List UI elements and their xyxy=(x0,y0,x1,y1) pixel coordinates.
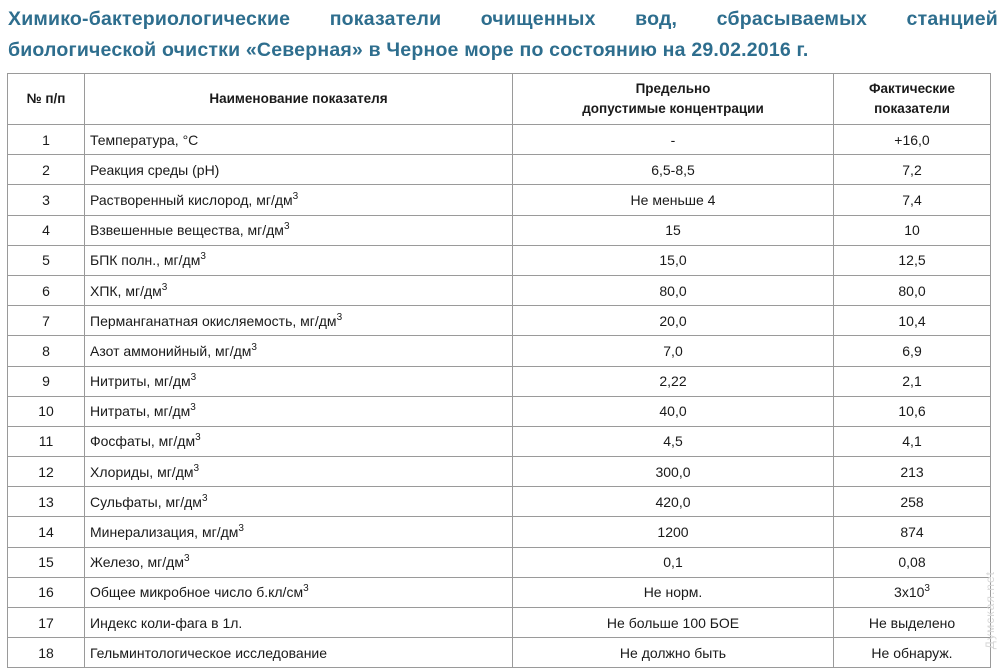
table-row xyxy=(8,426,991,456)
cell-num: 3 xyxy=(8,185,85,215)
cell-num: 16 xyxy=(8,577,85,607)
unit-exponent: 3 xyxy=(183,553,190,565)
fact-value: 874 xyxy=(900,524,924,541)
header-name xyxy=(85,74,513,125)
indicator-name: Взвешенные вещества, мг/дм xyxy=(90,222,284,239)
table-row xyxy=(8,245,991,275)
cell-limit: - xyxy=(513,125,834,155)
cell-name xyxy=(85,396,513,426)
cell-fact xyxy=(834,306,991,336)
cell-limit: 300,0 xyxy=(513,457,834,487)
header-fact-line1: Фактические xyxy=(869,81,955,96)
cell-num: 18 xyxy=(8,638,85,668)
cell-fact xyxy=(834,547,991,577)
cell-name xyxy=(85,275,513,305)
indicator-name: Температура, °С xyxy=(90,131,199,148)
fact-value: Не выделено xyxy=(868,614,956,631)
cell-fact xyxy=(834,426,991,456)
indicator-name: ХПК, мг/дм xyxy=(90,282,162,299)
cell-limit: 1200 xyxy=(513,517,834,547)
indicator-name: Сульфаты, мг/дм xyxy=(90,493,202,510)
cell-num: 9 xyxy=(8,366,85,396)
table-row xyxy=(8,487,991,517)
cell-num: 5 xyxy=(8,245,85,275)
unit-exponent: 3 xyxy=(201,492,208,504)
fact-value: 7,4 xyxy=(902,191,922,208)
table-row xyxy=(8,185,991,215)
indicator-name: Азот аммонийный, мг/дм xyxy=(90,342,252,359)
cell-name xyxy=(85,336,513,366)
cell-num: 14 xyxy=(8,517,85,547)
fact-value: 80,0 xyxy=(898,282,926,299)
fact-value: 6,9 xyxy=(902,342,922,359)
cell-num: 17 xyxy=(8,608,85,638)
unit-exponent: 3 xyxy=(336,311,343,323)
unit-exponent: 3 xyxy=(283,221,290,233)
cell-name xyxy=(85,185,513,215)
indicator-name: Фосфаты, мг/дм xyxy=(90,433,196,450)
fact-exponent: 3 xyxy=(924,583,930,595)
watermark: Думская.net xyxy=(983,570,997,649)
unit-exponent: 3 xyxy=(292,190,299,202)
indicator-name: Нитриты, мг/дм xyxy=(90,373,191,390)
fact-value: +16,0 xyxy=(894,131,930,148)
cell-limit: 2,22 xyxy=(513,366,834,396)
cell-name xyxy=(85,577,513,607)
cell-num: 4 xyxy=(8,215,85,245)
indicator-name: БПК полн., мг/дм xyxy=(90,252,201,269)
table-row xyxy=(8,396,991,426)
cell-fact xyxy=(834,396,991,426)
cell-name xyxy=(85,155,513,185)
cell-num: 2 xyxy=(8,155,85,185)
fact-value: 10,6 xyxy=(898,403,926,420)
cell-limit: 7,0 xyxy=(513,336,834,366)
header-name-label: Наименование показателя xyxy=(209,91,388,106)
cell-num: 10 xyxy=(8,396,85,426)
indicator-name: Нитраты, мг/дм xyxy=(90,403,191,420)
cell-name xyxy=(85,215,513,245)
cell-name xyxy=(85,487,513,517)
header-fact xyxy=(834,74,991,125)
cell-name xyxy=(85,306,513,336)
cell-limit: 6,5-8,5 xyxy=(513,155,834,185)
table-header-row xyxy=(8,74,991,125)
fact-value: 12,5 xyxy=(898,252,926,269)
table-row xyxy=(8,336,991,366)
cell-fact xyxy=(834,608,991,638)
indicator-name: Реакция среды (pH) xyxy=(90,161,220,178)
cell-limit: 15 xyxy=(513,215,834,245)
cell-limit: Не меньше 4 xyxy=(513,185,834,215)
cell-name xyxy=(85,638,513,668)
cell-fact xyxy=(834,487,991,517)
cell-fact xyxy=(834,336,991,366)
fact-value: 3x10 xyxy=(894,584,925,601)
fact-value: 10 xyxy=(904,222,920,239)
unit-exponent: 3 xyxy=(161,281,168,293)
table-row xyxy=(8,608,991,638)
table-row xyxy=(8,275,991,305)
cell-name xyxy=(85,457,513,487)
fact-value: 213 xyxy=(900,463,924,480)
table-row xyxy=(8,547,991,577)
unit-exponent: 3 xyxy=(190,402,196,414)
cell-fact xyxy=(834,275,991,305)
cell-limit: 0,1 xyxy=(513,547,834,577)
fact-value: 10,4 xyxy=(898,312,926,329)
header-limit xyxy=(513,74,834,125)
cell-num: 12 xyxy=(8,457,85,487)
cell-limit: 420,0 xyxy=(513,487,834,517)
cell-fact xyxy=(834,215,991,245)
cell-name xyxy=(85,125,513,155)
page-title xyxy=(8,4,998,66)
fact-value: 2,1 xyxy=(902,373,922,390)
header-fact-line2: показатели xyxy=(874,101,950,116)
indicator-name: Хлориды, мг/дм xyxy=(90,463,194,480)
title-line-2: биологической очистки «Северная» в Черное море по состоянию на 29.02.2016 г. xyxy=(8,39,809,61)
table-row xyxy=(8,366,991,396)
fact-value: Не обнаруж. xyxy=(871,644,953,661)
unit-exponent: 3 xyxy=(193,462,200,474)
cell-limit: Не норм. xyxy=(513,577,834,607)
header-limit-line2: допустимые концентрации xyxy=(582,101,764,116)
cell-name xyxy=(85,608,513,638)
indicators-table xyxy=(7,73,991,668)
header-limit-line1: Предельно xyxy=(635,81,711,96)
table-row xyxy=(8,125,991,155)
indicator-name: Минерализация, мг/дм xyxy=(90,524,239,541)
cell-fact xyxy=(834,457,991,487)
cell-limit: 40,0 xyxy=(513,396,834,426)
indicator-name: Общее микробное число б.кл/см xyxy=(90,584,304,601)
cell-num: 8 xyxy=(8,336,85,366)
cell-fact xyxy=(834,245,991,275)
unit-exponent: 3 xyxy=(303,583,309,595)
table-row xyxy=(8,457,991,487)
cell-fact xyxy=(834,125,991,155)
cell-fact xyxy=(834,155,991,185)
cell-limit: 15,0 xyxy=(513,245,834,275)
cell-fact xyxy=(834,366,991,396)
table-row xyxy=(8,155,991,185)
cell-limit: Не должно быть xyxy=(513,638,834,668)
cell-name xyxy=(85,517,513,547)
cell-name xyxy=(85,245,513,275)
fact-value: 4,1 xyxy=(902,433,922,450)
table-row xyxy=(8,638,991,668)
unit-exponent: 3 xyxy=(238,523,244,535)
table-row xyxy=(8,306,991,336)
cell-num: 6 xyxy=(8,275,85,305)
indicator-name: Индекс коли-фага в 1л. xyxy=(90,614,243,631)
cell-name xyxy=(85,547,513,577)
unit-exponent: 3 xyxy=(195,432,201,444)
cell-num: 1 xyxy=(8,125,85,155)
indicator-name: Растворенный кислород, мг/дм xyxy=(90,191,293,208)
indicator-name: Гельминтологическое исследование xyxy=(90,644,328,661)
table-row xyxy=(8,215,991,245)
table-row xyxy=(8,517,991,547)
cell-name xyxy=(85,426,513,456)
cell-fact xyxy=(834,517,991,547)
cell-name xyxy=(85,366,513,396)
indicator-name: Железо, мг/дм xyxy=(90,554,184,571)
fact-value: 0,08 xyxy=(898,554,926,571)
cell-limit: 4,5 xyxy=(513,426,834,456)
fact-value: 7,2 xyxy=(902,161,922,178)
title-line-1: Химико-бактериологические показатели очищенных вод, сбрасываемых станцией xyxy=(8,8,998,30)
unit-exponent: 3 xyxy=(200,251,206,263)
indicator-name: Перманганатная окисляемость, мг/дм xyxy=(90,312,337,329)
cell-num: 11 xyxy=(8,426,85,456)
cell-fact xyxy=(834,185,991,215)
table-row xyxy=(8,577,991,607)
cell-limit: 80,0 xyxy=(513,275,834,305)
cell-num: 15 xyxy=(8,547,85,577)
cell-limit: Не больше 100 БОЕ xyxy=(513,608,834,638)
cell-num: 7 xyxy=(8,306,85,336)
cell-fact xyxy=(834,577,991,607)
unit-exponent: 3 xyxy=(190,372,197,384)
cell-fact xyxy=(834,638,991,668)
unit-exponent: 3 xyxy=(251,341,257,353)
fact-value: 258 xyxy=(900,493,924,510)
header-num: № п/п xyxy=(8,74,85,125)
cell-num: 13 xyxy=(8,487,85,517)
cell-limit: 20,0 xyxy=(513,306,834,336)
